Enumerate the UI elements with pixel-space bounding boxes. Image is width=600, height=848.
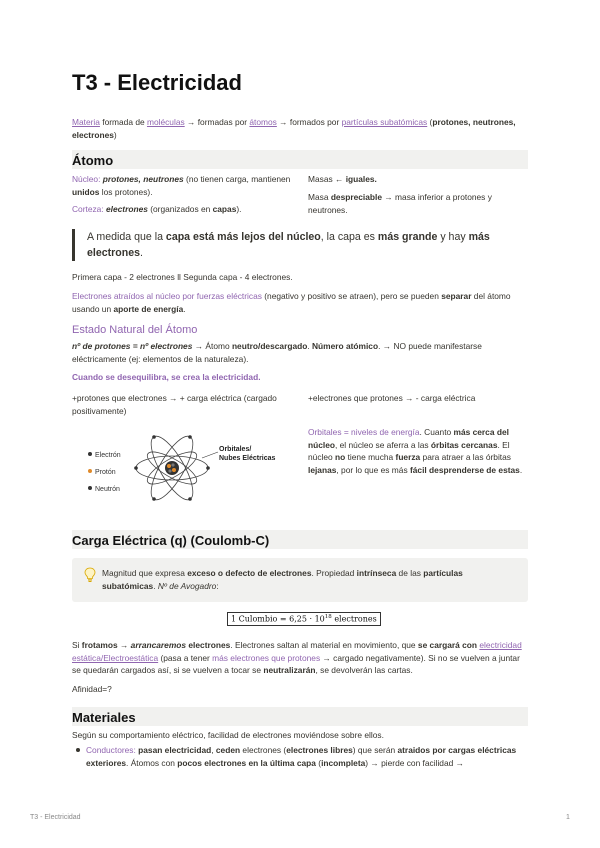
intro-text: ( xyxy=(427,117,433,127)
callout-bold: partículas subatómicas xyxy=(102,568,463,591)
estado-bold: Número atómico xyxy=(312,341,379,351)
bullet-dot xyxy=(76,748,80,752)
orbitales-bold: lejanas xyxy=(308,464,337,475)
orbitales-text: , el núcleo se aferra a las xyxy=(335,439,431,450)
particulas-link[interactable]: partículas subatómicas xyxy=(341,117,428,127)
conductores-bold: pasan electricidad xyxy=(135,745,212,755)
masa-rest: → masa inferior a protones y neutrones. xyxy=(308,192,492,215)
callout-text xyxy=(102,567,512,592)
conductores-bold: pocos electrones en la última capa xyxy=(177,757,316,768)
conductores-bold: incompleta xyxy=(321,757,366,768)
page-title: T3 - Electricidad xyxy=(72,70,242,95)
materia-link[interactable]: Materia xyxy=(72,117,100,127)
masa-text: Masa xyxy=(308,192,331,202)
orbitales-text: . Cuanto xyxy=(419,427,454,437)
callout-bold: exceso o defecto de electrones xyxy=(187,568,312,578)
orbitales-paragraph xyxy=(308,426,528,476)
orbitales-bold: fácil desprenderse de estas xyxy=(409,464,520,475)
orbitales-bold: órbitas cercanas xyxy=(430,439,498,450)
moleculas-link[interactable]: moléculas xyxy=(146,117,185,127)
estado-paragraph xyxy=(72,340,528,365)
legend-neutron xyxy=(88,486,120,493)
nucleo-rest: (no tienen carga, mantienen xyxy=(183,174,291,184)
heading-materiales: Materiales xyxy=(72,707,528,726)
quote-text: y hay xyxy=(437,231,469,243)
orbitales-purple: Orbitales = niveles de energía xyxy=(308,427,420,437)
orbitales-text: . xyxy=(519,464,523,475)
legend-neutron-label: Neutrón xyxy=(95,486,120,493)
quote-bold: más grande xyxy=(377,231,438,243)
heading-atomo: Átomo xyxy=(72,150,528,169)
orbitales-bold: fuerza xyxy=(395,452,421,462)
conductores-bold: electrones libres xyxy=(286,745,353,755)
conductores-text: ) que serán xyxy=(352,745,398,755)
orbitales-text: para atraer a las órbitas xyxy=(420,452,511,462)
callout-italic: Nº de Avogadro xyxy=(157,580,217,591)
atraidos-text: (negativo y positivo se atraen), pero se pueden xyxy=(261,291,442,301)
estado-text: . xyxy=(307,341,312,351)
formula-pre: 1 Culombio = 6,25 · 10 xyxy=(231,614,325,624)
corteza-text xyxy=(72,203,292,216)
atraidos-bold: aporte de energía xyxy=(113,303,184,314)
conductores-bold: atraidos por cargas eléctricas exteriores xyxy=(86,745,517,768)
orbitales-bold: más cerca del núcleo xyxy=(308,427,509,450)
intro-bold: protones, neutrones, electrones xyxy=(72,117,516,140)
intro-text: → formados por xyxy=(276,117,342,127)
heading-carga-electrica: Carga Eléctrica (q) (Coulomb-C) xyxy=(72,530,528,549)
masa-bold: despreciable xyxy=(330,192,383,202)
conductores-text: ( xyxy=(315,757,322,768)
negative-charge-text: +electrones que protones → - carga eléctrica xyxy=(308,393,476,403)
quote-bold: más electrones xyxy=(87,231,490,259)
corteza-rest: (organizados en xyxy=(147,204,213,214)
desequilibra-text: Cuando se desequilibra, se crea la electricidad. xyxy=(72,372,261,382)
orbitales-text: tiene mucha xyxy=(345,452,396,462)
materiales-intro: Según su comportamiento eléctrico, facilidad de electrones moviéndose sobre ellos. xyxy=(72,730,384,740)
legend-electron-label: Electrón xyxy=(95,452,121,459)
orbitales-text: , por lo que es más xyxy=(336,464,410,475)
frotamos-text: → xyxy=(117,640,131,650)
conductores-label: Conductores: xyxy=(86,745,136,755)
conductores-bold: ceden xyxy=(215,745,241,755)
atraidos-text: del átomo usando un xyxy=(72,291,511,314)
frotamos-bold-italic: arrancaremos xyxy=(130,640,187,650)
nucleo-unidos: unidos xyxy=(72,186,100,197)
legend-proton-label: Protón xyxy=(95,469,116,476)
masa-despreciable xyxy=(308,191,528,216)
atraidos-bold: separar xyxy=(441,291,472,301)
orbitales-label-1: Orbitales/ xyxy=(219,446,252,453)
frotamos-purple: más electrones que protones xyxy=(212,652,321,663)
formula-exponent: 18 xyxy=(324,614,332,620)
atraidos-paragraph xyxy=(72,290,528,315)
frotamos-bold: se cargará con xyxy=(417,640,478,650)
intro-text: ) xyxy=(113,129,117,140)
conductores-item xyxy=(86,744,528,769)
nucleo-bold: protones, neutrones xyxy=(102,174,184,184)
orbitales-bold: no xyxy=(335,452,346,462)
estado-bold: neutro/descargado xyxy=(231,341,308,351)
coulomb-formula xyxy=(227,612,381,626)
intro-text: formada de xyxy=(99,117,147,127)
formula-post: electrones xyxy=(331,614,377,624)
quote-block xyxy=(72,229,528,261)
frotamos-bold: frotamos xyxy=(81,640,118,650)
footer-page-number: 1 xyxy=(566,814,570,821)
intro-text: → formadas por xyxy=(184,117,250,127)
corteza-rest: ). xyxy=(236,204,242,214)
orbitales-pointer xyxy=(202,452,218,458)
atom-nucleus xyxy=(165,461,179,475)
orbitales-label-2: Nubes Eléctricas xyxy=(219,455,276,462)
masas-text: Masas ← xyxy=(308,174,346,184)
afinidad-text: Afinidad=? xyxy=(72,684,112,694)
frotamos-text: . Electrones saltan al material en movimiento, que xyxy=(230,640,418,650)
electrostatica-link[interactable]: electricidad estática/Electroestática xyxy=(72,640,522,663)
callout-part: . Propiedad xyxy=(311,568,357,578)
atomos-link[interactable]: átomos xyxy=(249,117,277,127)
frotamos-text: Si xyxy=(72,640,82,650)
atraidos-purple: Electrones atraídos al núcleo por fuerzas eléctricas xyxy=(72,291,262,301)
capas-text: Primera capa - 2 electrones ll Segunda capa - 4 electrones. xyxy=(72,272,293,282)
corteza-capas: capas xyxy=(212,204,237,214)
heading-estado-natural: Estado Natural del Átomo xyxy=(72,324,198,336)
frotamos-bold: neutralizarán xyxy=(263,665,316,675)
nucleo-label: Núcleo: xyxy=(72,174,101,184)
frotamos-paragraph xyxy=(72,639,528,677)
corteza-label: Corteza: xyxy=(72,204,104,214)
footer-title: T3 - Electricidad xyxy=(30,814,81,821)
estado-bold: nº de protones = nº electrones xyxy=(72,341,193,351)
callout-part: Magnitud que expresa xyxy=(102,568,188,578)
corteza-bold: electrones xyxy=(105,204,148,214)
legend-proton xyxy=(88,469,116,476)
masas-iguales xyxy=(308,173,528,186)
masas-bold: iguales. xyxy=(345,174,377,184)
lightbulb-icon xyxy=(84,567,96,583)
nucleo-text xyxy=(72,173,292,198)
estado-text: . → NO puede manifestarse eléctricamente (ej: elementos de la naturaleza). xyxy=(72,341,482,364)
nucleo-rest: los protones). xyxy=(99,186,153,197)
quote-text: A medida que la xyxy=(87,231,166,243)
atraidos-text: . xyxy=(183,303,186,314)
quote-text: . xyxy=(140,247,143,259)
frotamos-text: → cargado negativamente). Si no se vuelven a juntar se quedarán cargados así, si se vuelven a tocar se xyxy=(72,652,520,675)
conductores-text: , xyxy=(211,745,216,755)
quote-bold: capa está más lejos del núcleo xyxy=(165,231,321,243)
frotamos-bold: electrones xyxy=(186,640,231,650)
callout-bold: intrínseca xyxy=(356,568,397,578)
frotamos-text: , se devolverán las cartas. xyxy=(315,665,413,675)
intro-paragraph xyxy=(72,116,528,141)
conductores-text: . Átomos con xyxy=(126,757,178,768)
orbitales-text: . El núcleo xyxy=(308,439,510,462)
conductores-text: ) → pierde con facilidad → xyxy=(365,757,464,768)
atom-diagram xyxy=(82,428,282,504)
callout-part: : xyxy=(216,580,219,591)
positive-charge-text: +protones que electrones → + carga eléctrica (cargado positivamente) xyxy=(72,393,277,416)
conductores-text: electrones ( xyxy=(240,745,287,755)
callout-part: de las xyxy=(396,568,424,578)
callout-box xyxy=(72,558,528,602)
quote-text: , la capa es xyxy=(320,231,378,243)
callout-part: . xyxy=(153,580,158,591)
frotamos-text: (pasa a tener xyxy=(158,652,213,663)
legend-electron xyxy=(88,452,121,459)
estado-text: → Átomo xyxy=(192,341,232,351)
